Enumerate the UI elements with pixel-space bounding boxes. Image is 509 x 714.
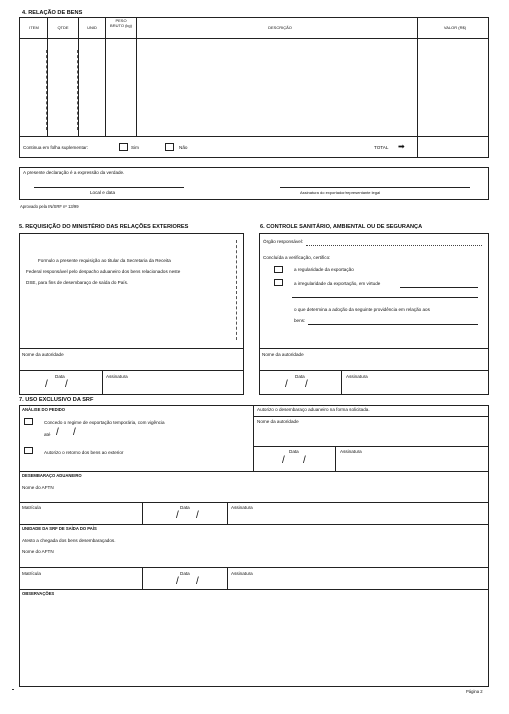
section-5-title: 5. REQUISIÇÃO DO MINISTÉRIO DAS RELAÇÕES EXTERIORES <box>19 224 189 230</box>
col-item-header: ITEM <box>29 25 39 30</box>
section-6-title: 6. CONTROLE SANITÁRIO, AMBIENTAL OU DE SEGURANÇA <box>260 224 423 230</box>
desemb-date-slash-2: / <box>196 510 199 521</box>
declaration-text: A presente declaração é a expressão da verdade. <box>23 170 125 175</box>
continua-label: Continua em folha suplementar: <box>23 145 89 150</box>
total-label: TOTAL <box>374 145 389 150</box>
sec5-assinatura-label: Assinatura <box>106 374 128 379</box>
matricula-2-label: Matrícula <box>22 571 41 576</box>
autorizo-desembaraco-label: Autorizo o desembaraço aduaneiro na forma solicitada. <box>257 407 370 412</box>
sec6-date-slash-2: / <box>305 379 308 390</box>
concluida-label: Concluída a verificação, certifico: <box>263 255 331 260</box>
sec7-data-label: Data <box>289 449 299 454</box>
sec5-date-slash-2: / <box>65 379 68 390</box>
continua-sim-checkbox[interactable] <box>119 143 128 151</box>
sec7-assinatura-label: Assinatura <box>340 449 362 454</box>
saida-date-slash-2: / <box>196 576 199 587</box>
opt-regularidade-label: a regularidade da exportação <box>294 267 354 272</box>
opt-irregularidade-label: a irregularidade da exportação, em virtude <box>294 281 381 286</box>
assinatura-exportador-label: Assinatura do exportador/representante legal <box>300 190 381 195</box>
analise-label: ANÁLISE DO PEDIDO <box>22 407 66 412</box>
sec5-data-label: Data <box>55 374 65 379</box>
section-7-title: 7. USO EXCLUSIVO DA SRF <box>19 397 94 403</box>
bens-label: bens: <box>294 318 306 323</box>
nao-label: Não <box>179 145 188 150</box>
continua-nao-checkbox[interactable] <box>165 143 174 151</box>
desemb-data-label: Data <box>180 505 190 510</box>
aprovado-label: Aprovado pela IN/SRF nº 13/99 <box>20 204 79 209</box>
nome-aftn-2-label: Nome do AFTN <box>22 549 54 554</box>
saida-data-label: Data <box>180 571 190 576</box>
arrow-right-icon: ➡ <box>398 142 405 151</box>
sec7-date-slash-2: / <box>303 455 306 466</box>
ate-label: até <box>44 432 51 437</box>
sec5-body-line-2: Federal responsável pelo despacho aduaneiro dos bens relacionados neste <box>26 269 181 274</box>
unidade-label: UNIDADE DA SRF DE SAÍDA DO PAÍS <box>22 526 97 531</box>
sec6-data-label: Data <box>295 374 305 379</box>
desemb-assinatura-label: Assinatura <box>231 505 253 510</box>
orgao-label: Órgão responsável: <box>263 239 304 244</box>
regularidade-checkbox[interactable] <box>274 266 283 273</box>
autorizo-retorno-label: Autorizo o retorno dos bens ao exterior <box>44 450 124 455</box>
page-number: Página 2 <box>466 689 483 694</box>
col-peso-header: PESO BRUTO (kg) <box>110 18 132 28</box>
sec5-nome-autoridade-label: Nome da autoridade <box>22 352 64 357</box>
sec5-body-line-3: DSE, para fins de desembaraço de saída do País. <box>26 280 129 285</box>
col-valor-header: VALOR (R$) <box>443 25 467 30</box>
matricula-label: Matrícula <box>22 505 41 510</box>
sec6-nome-autoridade-label: Nome da autoridade <box>262 352 304 357</box>
desemb-date-slash-1: / <box>176 510 179 521</box>
scan-mark <box>12 689 14 690</box>
section-4-title: 4. RELAÇÃO DE BENS <box>22 10 83 16</box>
observacoes-label: OBSERVAÇÕES <box>22 591 55 596</box>
desembaraco-label: DESEMBARAÇO ADUANEIRO <box>22 473 82 478</box>
nome-aftn-label: Nome do AFTN <box>22 485 54 490</box>
sec7-nome-autoridade-label: Nome da autoridade <box>257 419 299 424</box>
saida-assinatura-label: Assinatura <box>231 571 253 576</box>
sec5-body-line-1: Formulo a presente requisição ao titular da Secretaria da Receita <box>38 258 171 263</box>
vigencia-slash-1: / <box>56 427 59 438</box>
col-unid-header: UNID <box>87 25 97 30</box>
irregularidade-checkbox[interactable] <box>274 279 283 286</box>
sec6-date-slash-1: / <box>285 379 288 390</box>
local-data-label: Local e data <box>90 190 116 195</box>
sim-label: Sim <box>131 145 139 150</box>
sec7-date-slash-1: / <box>282 455 285 466</box>
col-desc-header: DESCRIÇÃO <box>268 25 292 30</box>
autorizo-retorno-checkbox[interactable] <box>24 447 33 454</box>
sec6-assinatura-label: Assinatura <box>346 374 368 379</box>
col-qtde-header: QTDE <box>57 25 69 30</box>
sec5-date-slash-1: / <box>45 379 48 390</box>
providencia-label: o que determina a adoção da seguinte providência em relação aos <box>294 307 430 312</box>
saida-date-slash-1: / <box>176 576 179 587</box>
concedo-label: Concedo o regime de exportação temporária, com vigência <box>44 420 165 425</box>
vigencia-slash-2: / <box>73 427 76 438</box>
section-7-box <box>19 405 489 687</box>
concedo-checkbox[interactable] <box>24 418 33 425</box>
atesto-label: Atesto a chegada dos bens desembaraçados. <box>22 538 116 543</box>
